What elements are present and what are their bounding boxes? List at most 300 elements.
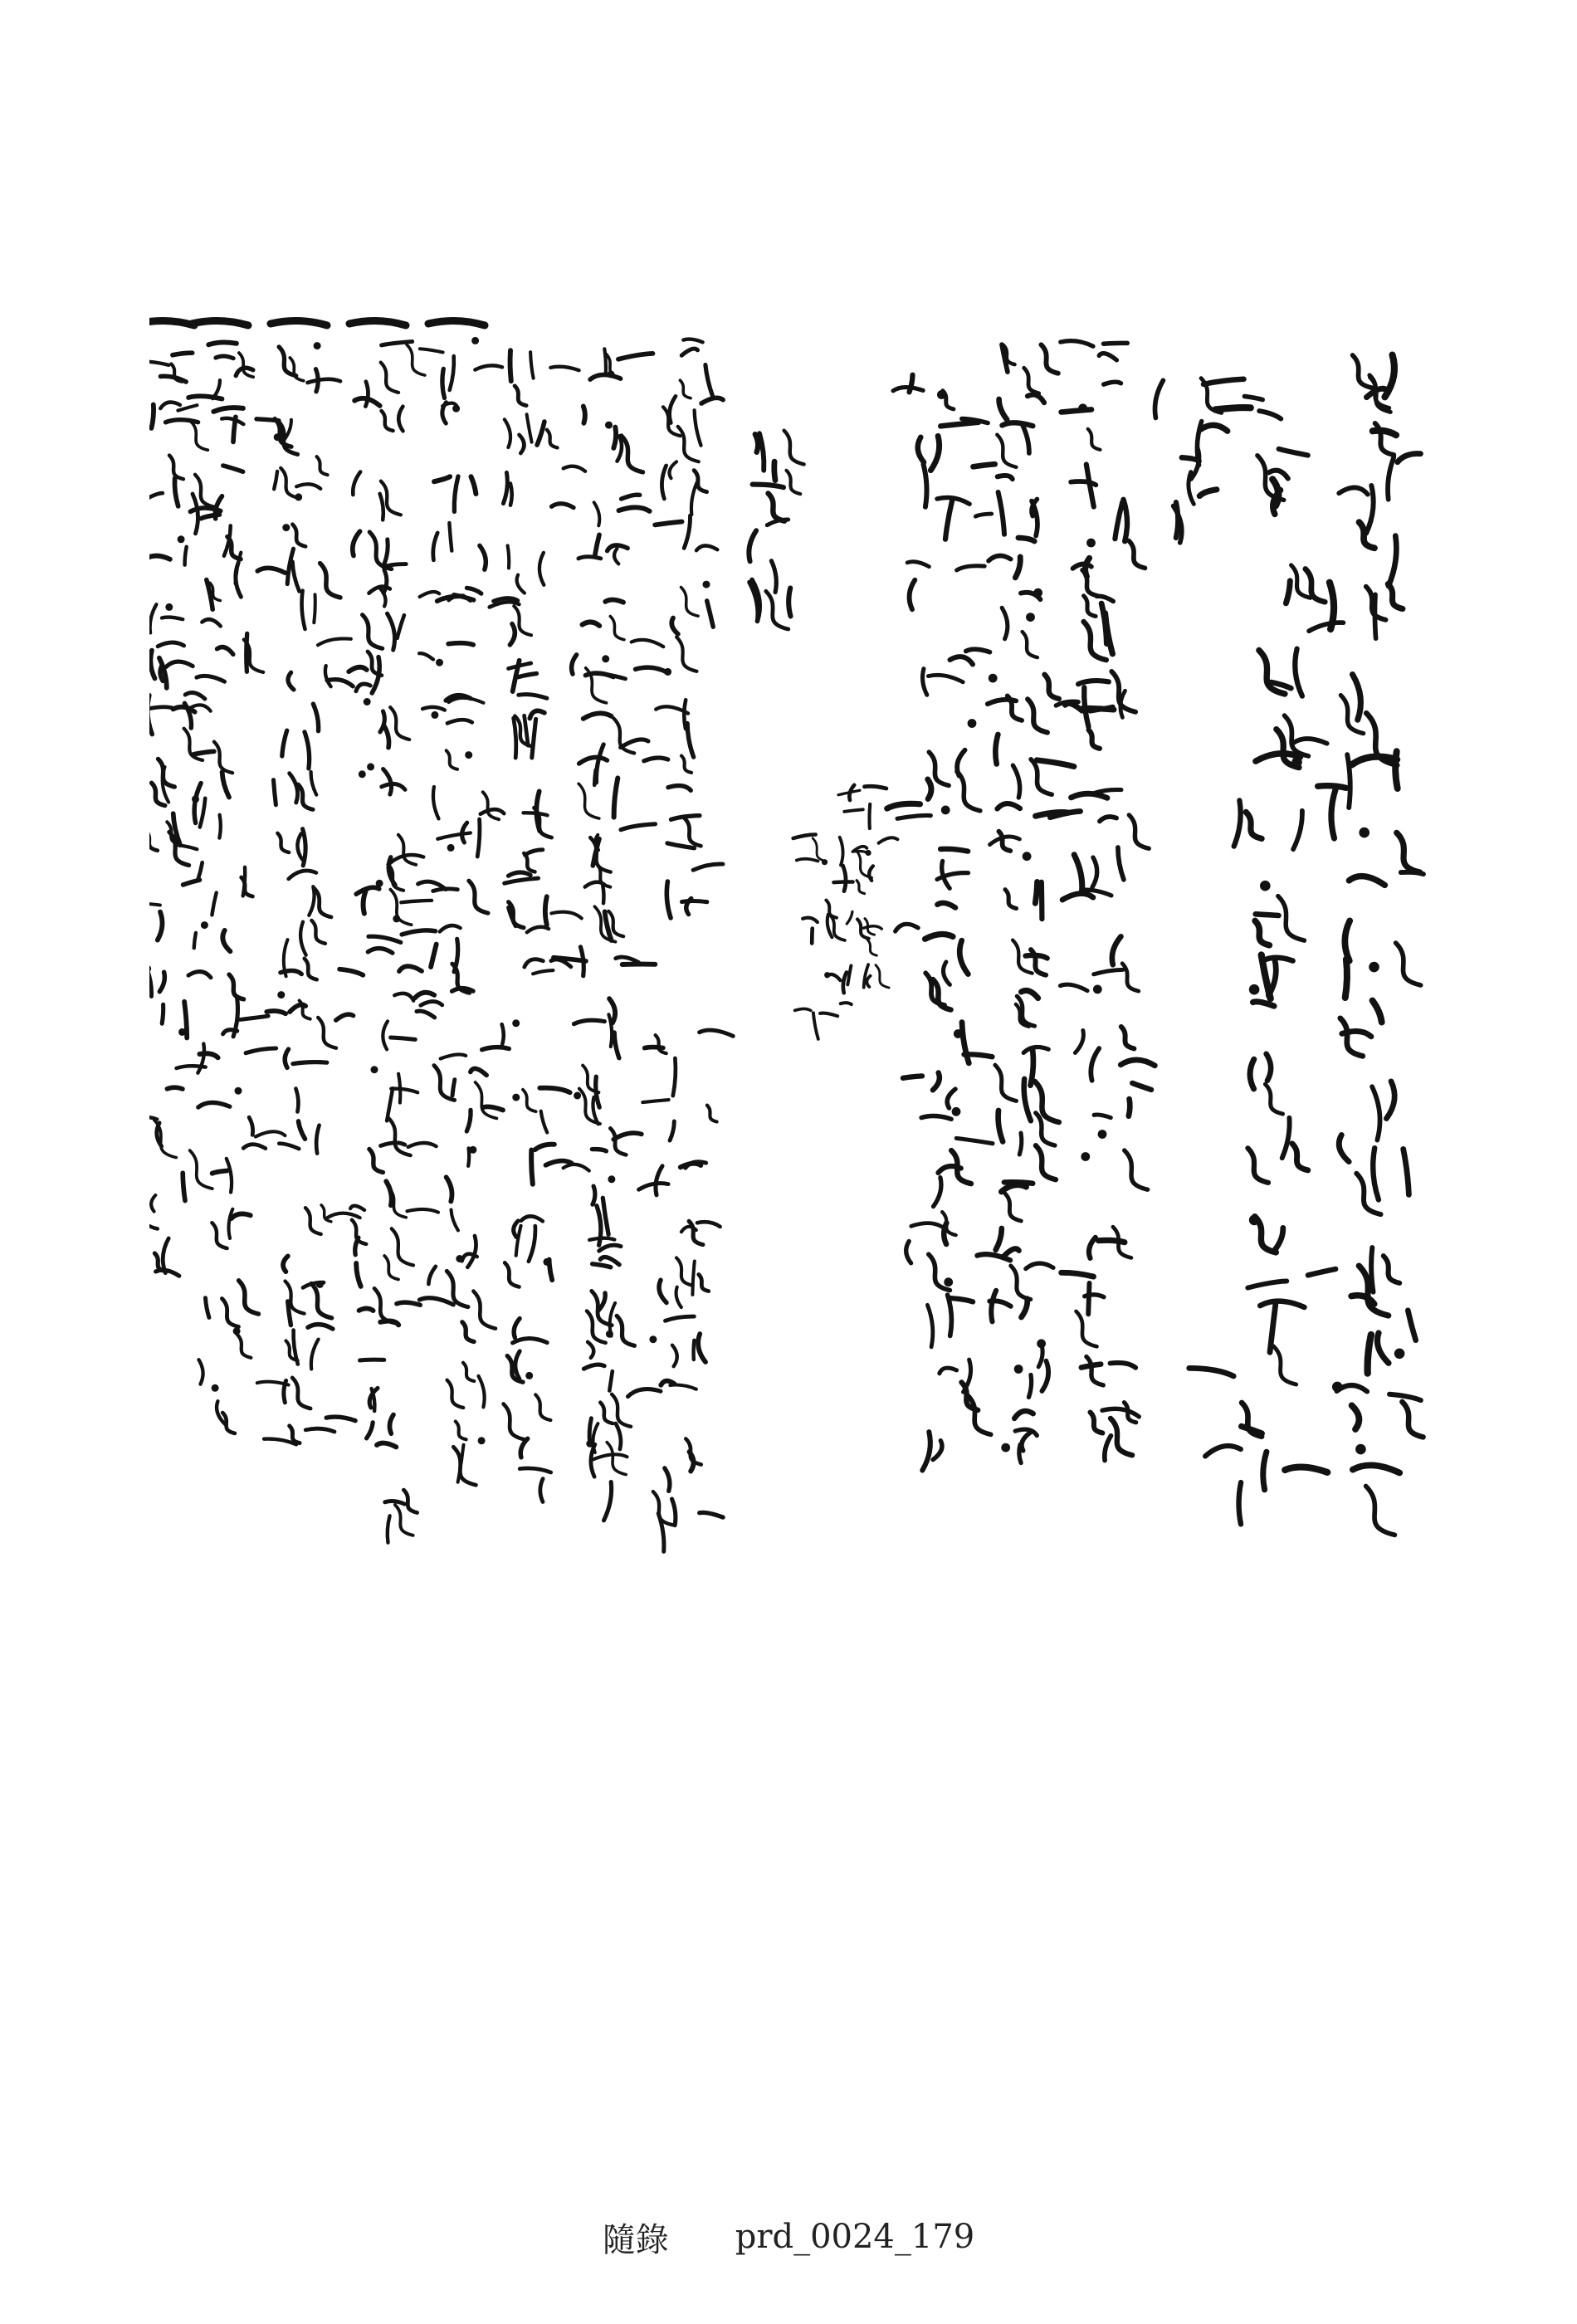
ink-stroke — [380, 494, 383, 520]
page-id-label: prd_0024_179 — [735, 2218, 975, 2256]
ink-stroke — [222, 1299, 238, 1327]
ink-stroke — [311, 1284, 332, 1318]
ink-stroke — [374, 1288, 395, 1323]
ink-stroke — [1078, 681, 1109, 684]
ink-stroke — [879, 837, 898, 842]
ink-stroke — [383, 1021, 388, 1049]
ink-stroke — [1094, 969, 1123, 974]
ink-stroke — [401, 901, 432, 902]
ink-stroke — [697, 1222, 720, 1227]
ink-stroke — [540, 1479, 543, 1502]
ink-stroke — [217, 647, 233, 655]
ink-stroke — [1274, 1346, 1296, 1384]
ink-stroke — [1118, 847, 1124, 880]
ink-dot — [282, 524, 290, 531]
ink-stroke — [574, 1020, 604, 1024]
ink-stroke — [519, 695, 547, 699]
ink-stroke — [515, 1351, 520, 1379]
ink-stroke — [467, 1236, 476, 1267]
ink-dot — [277, 991, 285, 998]
ink-stroke — [599, 1245, 621, 1251]
ink-stroke — [433, 533, 437, 560]
ink-dot — [608, 1175, 615, 1183]
ink-stroke — [149, 493, 163, 499]
ink-stroke — [564, 1164, 589, 1171]
ink-stroke — [392, 1228, 413, 1265]
ink-stroke — [295, 1089, 298, 1112]
ink-stroke — [388, 1516, 390, 1542]
ink-stroke — [149, 320, 194, 325]
ink-stroke — [1106, 613, 1113, 654]
ink-stroke — [158, 642, 183, 647]
ink-stroke — [907, 562, 929, 567]
ink-stroke — [232, 1213, 251, 1218]
ink-stroke — [1003, 1248, 1019, 1257]
ink-dot — [606, 1330, 613, 1338]
ink-stroke — [150, 651, 154, 679]
ink-stroke — [693, 864, 723, 870]
ink-stroke — [328, 1213, 360, 1218]
ink-stroke — [607, 1443, 626, 1475]
ink-stroke — [292, 562, 299, 592]
ink-stroke — [865, 786, 886, 788]
ink-stroke — [195, 475, 214, 507]
ink-stroke — [387, 1088, 393, 1120]
ink-stroke — [1345, 959, 1347, 998]
ink-stroke — [1389, 1394, 1421, 1400]
ink-dot — [364, 698, 371, 706]
ink-stroke — [619, 507, 650, 511]
ink-stroke — [603, 1198, 608, 1234]
ink-stroke — [1065, 704, 1081, 711]
ink-stroke — [356, 1263, 361, 1286]
ink-stroke — [246, 1048, 276, 1053]
ink-stroke — [1002, 608, 1008, 639]
ink-stroke — [547, 430, 558, 448]
ink-dot — [1023, 852, 1032, 861]
ink-stroke — [441, 1054, 466, 1058]
ink-stroke — [701, 398, 723, 403]
ink-stroke — [695, 410, 701, 445]
ink-stroke — [1019, 1444, 1021, 1462]
ink-stroke — [867, 976, 870, 987]
ink-stroke — [608, 1014, 612, 1047]
ink-stroke — [700, 1030, 734, 1036]
ink-stroke — [605, 600, 623, 603]
ink-stroke — [158, 912, 163, 940]
ink-stroke — [1124, 500, 1128, 541]
ink-stroke — [995, 735, 998, 764]
ink-dot — [1359, 828, 1370, 838]
ink-stroke — [456, 1422, 466, 1440]
ink-stroke — [520, 1468, 551, 1472]
ink-stroke — [579, 757, 608, 764]
ink-stroke — [844, 809, 863, 812]
ink-stroke — [1384, 1256, 1399, 1283]
ink-stroke — [519, 674, 537, 677]
ink-stroke — [1061, 341, 1093, 347]
ink-stroke — [1115, 502, 1122, 539]
ink-stroke — [199, 1360, 203, 1384]
ink-stroke — [481, 809, 504, 814]
ink-stroke — [257, 568, 285, 573]
ink-stroke — [398, 835, 416, 865]
ink-stroke — [174, 478, 178, 506]
ink-stroke — [398, 1074, 400, 1103]
ink-stroke — [388, 1118, 411, 1155]
ink-stroke — [676, 637, 696, 671]
ink-stroke — [290, 1426, 300, 1443]
ink-stroke — [604, 1482, 612, 1521]
ink-stroke — [1031, 1048, 1033, 1085]
ink-stroke — [1122, 964, 1139, 991]
ink-stroke — [1339, 487, 1368, 494]
ink-stroke — [1308, 1269, 1335, 1275]
ink-stroke — [1368, 1335, 1371, 1374]
ink-stroke — [628, 1389, 661, 1397]
ink-stroke — [397, 1302, 420, 1305]
ink-stroke — [541, 1111, 548, 1133]
ink-stroke — [614, 778, 618, 817]
ink-stroke — [212, 893, 216, 915]
ink-stroke — [1366, 1487, 1395, 1536]
ink-stroke — [160, 376, 186, 382]
ink-stroke — [476, 1082, 497, 1119]
ink-stroke — [530, 352, 534, 378]
ink-stroke — [369, 1150, 383, 1173]
ink-stroke — [887, 803, 920, 808]
ink-stroke — [700, 1512, 723, 1517]
ink-stroke — [274, 780, 276, 805]
ink-stroke — [190, 508, 220, 511]
ink-stroke — [1340, 1018, 1363, 1057]
ink-stroke — [991, 1291, 996, 1322]
ink-stroke — [945, 500, 953, 540]
ink-stroke — [384, 726, 388, 747]
ink-stroke — [614, 1033, 619, 1058]
ink-stroke — [367, 1423, 374, 1438]
ink-stroke — [644, 758, 668, 761]
ink-stroke — [841, 1003, 852, 1004]
ink-stroke — [302, 591, 305, 629]
ink-stroke — [1373, 1148, 1379, 1199]
ink-stroke — [1401, 872, 1423, 874]
ink-stroke — [940, 1368, 957, 1374]
ink-stroke — [311, 1340, 319, 1370]
ink-stroke — [529, 1226, 535, 1262]
ink-stroke — [418, 881, 446, 889]
ink-stroke — [668, 786, 691, 791]
ink-stroke — [998, 803, 1020, 808]
ink-stroke — [843, 866, 847, 891]
ink-stroke — [1002, 1185, 1027, 1192]
ink-dot — [452, 405, 460, 413]
ink-stroke — [198, 1102, 230, 1107]
ink-stroke — [356, 684, 370, 691]
ink-stroke — [240, 1016, 268, 1019]
ink-stroke — [311, 772, 317, 795]
ink-dot — [371, 1066, 378, 1073]
ink-stroke — [572, 655, 577, 674]
ink-stroke — [975, 514, 991, 516]
ink-stroke — [1353, 355, 1372, 388]
ink-stroke — [1018, 538, 1035, 541]
ink-stroke — [1026, 1263, 1053, 1269]
ink-stroke — [525, 959, 544, 967]
ink-stroke — [353, 531, 360, 555]
ink-stroke — [318, 1018, 336, 1048]
ink-stroke — [298, 784, 313, 809]
ink-stroke — [959, 940, 968, 974]
ink-stroke — [177, 1066, 206, 1068]
ink-dot — [944, 1277, 953, 1286]
ink-stroke — [1351, 1296, 1374, 1304]
ink-stroke — [937, 903, 955, 908]
ink-stroke — [604, 349, 606, 375]
ink-stroke — [384, 1256, 398, 1280]
ink-stroke — [950, 657, 974, 664]
ink-stroke — [594, 770, 596, 785]
ink-stroke — [1402, 1402, 1423, 1438]
ink-stroke — [1386, 1081, 1394, 1119]
ink-stroke — [1062, 409, 1091, 412]
ink-stroke — [408, 1209, 439, 1213]
ink-stroke — [1105, 1436, 1111, 1461]
ink-stroke — [169, 456, 183, 480]
ink-stroke — [462, 1322, 474, 1342]
ink-stroke — [428, 320, 485, 325]
ink-stroke — [1189, 1368, 1234, 1376]
ink-stroke — [314, 888, 331, 917]
ink-stroke — [1041, 344, 1057, 373]
ink-stroke — [694, 1340, 695, 1360]
ink-stroke — [166, 662, 193, 666]
ink-stroke — [149, 556, 170, 559]
ink-stroke — [618, 354, 653, 359]
ink-stroke — [313, 704, 318, 731]
ink-stroke — [610, 617, 624, 640]
ink-stroke — [447, 750, 457, 769]
ink-stroke — [336, 1014, 354, 1020]
ink-stroke — [897, 815, 930, 818]
ink-stroke — [503, 472, 507, 503]
ink-stroke — [1372, 1086, 1379, 1140]
ink-stroke — [1104, 343, 1128, 344]
ink-stroke — [843, 973, 847, 994]
ink-stroke — [508, 545, 510, 568]
ink-stroke — [283, 1256, 288, 1272]
ink-stroke — [159, 759, 175, 787]
ink-dot — [367, 763, 374, 770]
ink-stroke — [510, 624, 515, 645]
ink-stroke — [212, 1171, 227, 1174]
ink-stroke — [616, 1423, 621, 1449]
ink-stroke — [149, 362, 168, 365]
ink-dot — [605, 422, 613, 429]
ink-stroke — [1247, 1282, 1286, 1288]
ink-stroke — [667, 843, 695, 848]
ink-stroke — [1293, 739, 1327, 744]
ink-stroke — [216, 356, 233, 359]
ink-stroke — [383, 570, 387, 593]
ink-stroke — [1088, 1283, 1089, 1314]
ink-stroke — [442, 403, 447, 423]
ink-stroke — [684, 515, 690, 548]
ink-stroke — [1349, 876, 1384, 886]
ink-stroke — [812, 929, 813, 944]
ink-stroke — [595, 535, 599, 554]
ink-stroke — [989, 555, 1011, 560]
ink-stroke — [784, 431, 804, 465]
ink-stroke — [308, 1325, 333, 1329]
ink-stroke — [505, 1262, 519, 1286]
collection-label: 隨錄 — [602, 2220, 669, 2259]
ink-stroke — [279, 1144, 299, 1149]
ink-stroke — [1395, 751, 1398, 788]
ink-stroke — [929, 752, 949, 785]
ink-stroke — [1088, 429, 1101, 450]
ink-stroke — [420, 1298, 454, 1305]
ink-dot — [602, 655, 609, 662]
ink-stroke — [194, 933, 196, 948]
ink-stroke — [249, 1117, 253, 1135]
ink-stroke — [639, 1184, 669, 1190]
ink-stroke — [676, 1287, 681, 1307]
ink-stroke — [208, 342, 237, 344]
ink-stroke — [1028, 699, 1047, 732]
ink-dot — [456, 1255, 463, 1262]
ink-dot — [703, 581, 710, 588]
ink-stroke — [540, 553, 544, 585]
ink-stroke — [281, 468, 298, 498]
ink-stroke — [364, 890, 366, 913]
ink-stroke — [510, 350, 511, 381]
ink-stroke — [431, 945, 437, 967]
ink-stroke — [151, 1195, 155, 1212]
ink-stroke — [1129, 815, 1149, 848]
ink-stroke — [535, 1394, 550, 1420]
ink-stroke — [583, 713, 612, 719]
ink-stroke — [377, 1443, 396, 1448]
ink-stroke — [1011, 1266, 1031, 1300]
ink-stroke — [1260, 1301, 1304, 1307]
ink-stroke — [665, 1468, 670, 1492]
ink-stroke — [434, 476, 450, 481]
ink-stroke — [520, 435, 525, 453]
ink-stroke — [1244, 397, 1262, 400]
ink-stroke — [1274, 1228, 1283, 1251]
ink-stroke — [1182, 457, 1199, 461]
ink-stroke — [927, 1305, 932, 1347]
ink-stroke — [1371, 1247, 1373, 1292]
ink-stroke — [450, 356, 454, 390]
ink-stroke — [383, 564, 406, 568]
ink-stroke — [707, 601, 714, 627]
ink-stroke — [1004, 1193, 1021, 1221]
ink-dot — [471, 337, 479, 344]
ink-stroke — [1015, 557, 1020, 578]
ink-dot — [431, 711, 438, 719]
ink-stroke — [185, 547, 187, 565]
ink-stroke — [1285, 1467, 1327, 1472]
ink-stroke — [277, 833, 289, 852]
ink-stroke — [1028, 395, 1044, 403]
ink-stroke — [483, 792, 499, 819]
ink-stroke — [420, 349, 443, 352]
ink-stroke — [681, 756, 691, 773]
ink-stroke — [219, 815, 220, 838]
ink-stroke — [525, 850, 543, 855]
ink-stroke — [318, 638, 351, 645]
ink-dot — [952, 1107, 961, 1116]
ink-stroke — [516, 1226, 521, 1256]
ink-stroke — [184, 1002, 187, 1038]
ink-stroke — [1397, 832, 1420, 872]
ink-stroke — [524, 813, 548, 815]
ink-stroke — [911, 1223, 945, 1229]
ink-stroke — [998, 492, 1004, 535]
ink-stroke — [797, 859, 818, 862]
ink-stroke — [390, 707, 409, 740]
ink-stroke — [257, 1382, 289, 1385]
ink-stroke — [655, 522, 682, 525]
ink-stroke — [292, 525, 305, 547]
ink-stroke — [691, 482, 697, 515]
ink-stroke — [239, 353, 253, 377]
ink-stroke — [271, 320, 327, 325]
ink-stroke — [1120, 1060, 1155, 1066]
ink-stroke — [847, 912, 852, 925]
ink-stroke — [613, 427, 616, 448]
ink-stroke — [193, 494, 198, 534]
ink-stroke — [632, 640, 664, 647]
ink-stroke — [847, 966, 851, 985]
ink-stroke — [1246, 812, 1262, 838]
ink-dot — [359, 770, 366, 778]
ink-stroke — [1268, 959, 1276, 996]
ink-stroke — [659, 1280, 666, 1302]
ink-stroke — [1282, 1118, 1290, 1158]
ink-stroke — [504, 1404, 525, 1440]
ink-stroke — [698, 1334, 706, 1362]
ink-stroke — [759, 433, 764, 471]
ink-stroke — [197, 676, 225, 681]
ink-dot — [1093, 985, 1102, 994]
ink-stroke — [353, 472, 360, 496]
ink-stroke — [236, 563, 242, 597]
ink-stroke — [303, 829, 306, 866]
ink-stroke — [947, 1089, 955, 1108]
ink-stroke — [1396, 943, 1421, 985]
ink-stroke — [202, 619, 220, 626]
ink-stroke — [622, 436, 643, 472]
ink-stroke — [545, 896, 547, 925]
ink-stroke — [923, 669, 927, 696]
ink-stroke — [448, 643, 473, 645]
ink-stroke — [531, 1150, 533, 1184]
ink-stroke — [305, 959, 317, 979]
ink-stroke — [685, 818, 701, 847]
ink-stroke — [502, 1024, 504, 1044]
ink-stroke — [468, 1148, 469, 1165]
ink-stroke — [514, 1319, 520, 1338]
ink-stroke — [1104, 382, 1121, 384]
ink-stroke — [266, 1011, 286, 1013]
ink-dot — [295, 493, 302, 500]
ink-dot — [201, 921, 208, 929]
ink-stroke — [594, 502, 600, 525]
ink-stroke — [515, 386, 526, 406]
